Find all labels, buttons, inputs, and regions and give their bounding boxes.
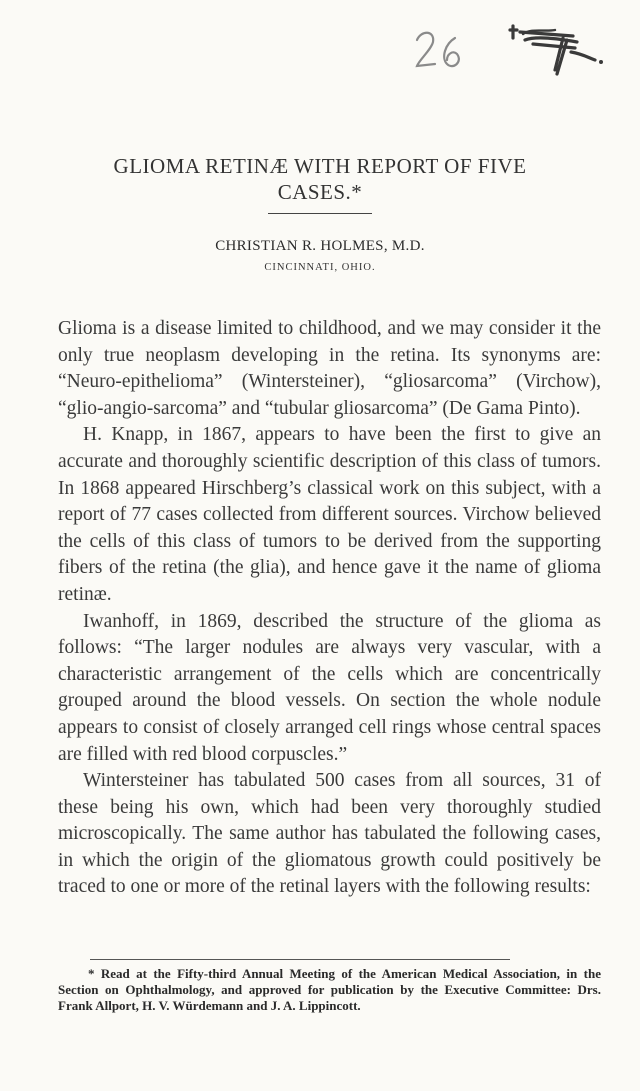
- paragraph-1: Glioma is a disease limited to childhood, and we may consider it the only true neoplasm developing in the retina. Its synonyms are: “Neuro-epithelioma” (Wintersteiner), “gliosarcoma” (Virchow), “glio-angio-sarcoma” and “tubular gliosarcoma” (De Gama Pinto).: [58, 318, 601, 419]
- author-location: CINCINNATI, OHIO.: [264, 262, 376, 273]
- author-name: CHRISTIAN R. HOLMES, M.D.: [215, 238, 425, 254]
- footnote-divider: [90, 959, 510, 960]
- title-line-1: GLIOMA RETINÆ WITH REPORT OF FIVE: [113, 154, 527, 178]
- article-title: [40, 153, 600, 205]
- footnote: [58, 966, 601, 1015]
- handwritten-note-text: 2-6 ≈ 7.: [405, 18, 409, 19]
- article-body: [58, 316, 601, 901]
- paragraph-3: Iwanhoff, in 1869, described the structure of the glioma as follows: “The larger nodules are always very vascular, with a characteristic arrangement of the cells which are concentrically grouped around the blood vessels. On section the whole nodule appears to consist of closely arranged cell rings whose central spaces are filled with red blood corpuscles.”: [58, 610, 601, 765]
- handwritten-annotation: [405, 18, 625, 78]
- footnote-text: * Read at the Fifty-third Annual Meeting of the American Medical Association, in the Section on Ophthalmology, and approved for publication by the Executive Committee: Drs. Frank Allport, H. V. Würdemann and J. A. Lippincott.: [58, 966, 601, 1014]
- title-divider: [268, 213, 372, 214]
- paragraph-2: H. Knapp, in 1867, appears to have been the first to give an accurate and thoroughly scientific description of this class of tumors. In 1868 appeared Hirschberg’s classical work on this subject, with a report of 77 cases collected from different sources. Virchow believed the cells of this class of tumors to be derived from the supporting fibers of the retina (the glia), and hence gave it the name of glioma retinæ.: [58, 424, 601, 605]
- title-line-2: CASES.*: [277, 180, 363, 204]
- paragraph-4: Wintersteiner has tabulated 500 cases from all sources, 31 of these being his own, which had been very thoroughly studied microscopically. The same author has tabulated the following cases, in which the origin of the gliomatous growth could positively be traced to one or more of the retinal layers with the following results:: [58, 770, 601, 898]
